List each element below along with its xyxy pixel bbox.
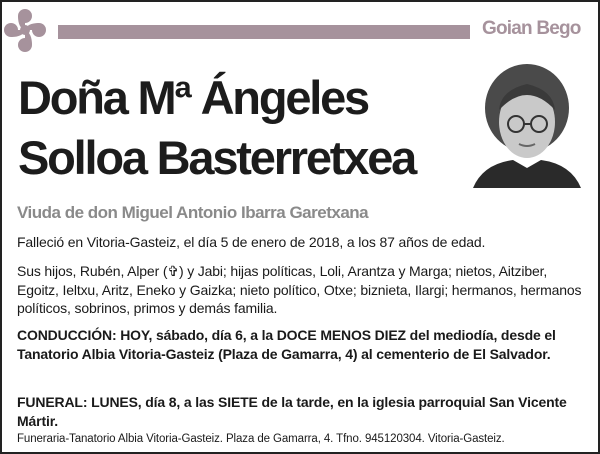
death-notice: Falleció en Vitoria-Gasteiz, el día 5 de enero de 2018, a los 87 años de edad.	[17, 234, 486, 250]
family-text-2: ) y Jabi; hijas políticas, Loli, Arantza y Marga; nietos, Aitziber, Egoitz, Ieltxu, Aritz, Eneko y Gaizka; nieto político, Otxe; biznieta, Ilargi; hermanos, hermanos políticos, sobrinos, primos y demás familia.	[17, 263, 582, 316]
cross-icon: ✞	[167, 263, 179, 279]
lauburu-icon	[3, 8, 47, 54]
name-line-2: Solloa Basterretxea	[18, 131, 416, 184]
family-list	[17, 262, 592, 318]
funeral-home-footer: Funeraria-Tanatorio Albia Vitoria-Gasteiz. Plaza de Gamarra, 4. Tfno. 945120304. Vitoria-Gasteiz.	[17, 433, 505, 445]
funeral-notice: FUNERAL: LUNES, día 8, a las SIETE de la tarde, en la iglesia parroquial San Vicente Mártir.	[17, 394, 567, 429]
portrait-photo	[473, 60, 581, 188]
header-bar	[58, 25, 470, 39]
family-text-1: Sus hijos, Rubén, Alper (	[17, 263, 168, 279]
brand-title: Goian Bego	[482, 18, 581, 39]
name-line-1: Doña Mª Ángeles	[18, 71, 368, 124]
deceased-name	[18, 68, 415, 188]
subtitle-widow-of: Viuda de don Miguel Antonio Ibarra Garetxana	[17, 203, 369, 222]
conduccion-notice: CONDUCCIÓN: HOY, sábado, día 6, a la DOCE MENOS DIEZ del mediodía, desde el Tanatorio Albia Vitoria-Gasteiz (Plaza de Gamarra, 4) al cementerio de El Salvador.	[17, 327, 556, 362]
